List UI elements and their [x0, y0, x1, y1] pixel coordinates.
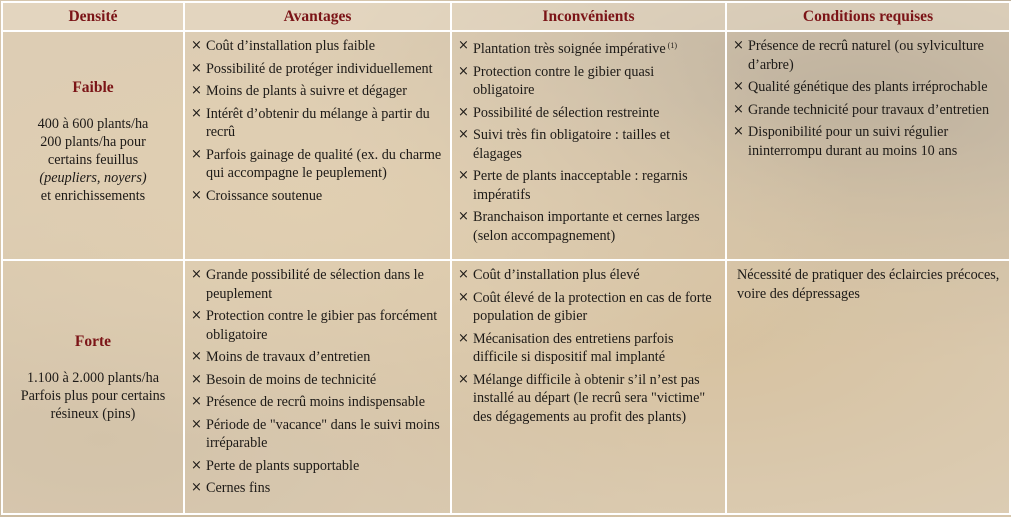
list-item-text: Coût d’installation plus élevé	[473, 267, 640, 283]
row-faible	[2, 31, 1010, 260]
list-item	[733, 37, 1003, 74]
list-item	[191, 393, 444, 412]
cross-bullet-icon: ×	[458, 127, 469, 142]
cross-bullet-icon: ×	[191, 38, 202, 53]
density-label: Forte	[74, 333, 112, 350]
cross-bullet-icon: ×	[191, 308, 202, 323]
list-item-text: Période de "vacance" dans le suivi moins irréparable	[206, 416, 440, 451]
density-line: certains feuillus	[47, 152, 139, 168]
cross-bullet-icon: ×	[191, 187, 202, 203]
list-item-text: Mécanisation des entretiens parfois difficile si dispositif mal implanté	[473, 330, 674, 365]
disadvantages-list	[452, 32, 725, 245]
advantages-list	[185, 32, 450, 205]
conditions-cell-faible	[726, 31, 1010, 260]
density-cell-faible	[2, 31, 184, 260]
list-item-text: Plantation très soignée impérative	[473, 41, 666, 57]
list-item	[458, 330, 719, 367]
cross-bullet-icon: ×	[191, 60, 202, 76]
list-item-text: Coût élevé de la protection en cas de forte population de gibier	[473, 289, 712, 324]
density-line: résineux (pins)	[50, 406, 136, 422]
list-item	[733, 78, 1003, 97]
list-item-text: Cernes fins	[206, 480, 271, 496]
list-item-text: Croissance soutenue	[206, 187, 323, 204]
list-item-text: Moins de travaux d’entretien	[206, 349, 371, 365]
cross-bullet-icon: ×	[458, 104, 469, 120]
cross-bullet-icon: ×	[191, 146, 202, 162]
list-item-text: Grande technicité pour travaux d’entretien	[748, 101, 990, 118]
list-item-text: Besoin de moins de technicité	[206, 371, 377, 388]
list-item	[458, 63, 719, 100]
list-item	[191, 82, 444, 101]
list-item-text: Présence de recrû moins indispensable	[206, 394, 426, 410]
density-description	[3, 369, 183, 423]
list-item-text: Protection contre le gibier pas forcément obligatoire	[206, 308, 438, 343]
cross-bullet-icon: ×	[458, 168, 469, 183]
header-conditions: Conditions requises	[726, 2, 1010, 31]
conditions-list	[727, 32, 1009, 160]
list-item	[733, 123, 1003, 160]
cross-bullet-icon: ×	[733, 124, 744, 139]
list-item	[458, 266, 719, 285]
density-line: 200 plants/ha pour	[40, 134, 146, 150]
list-item-text: Parfois gainage de qualité (ex. du charme qui accompagne le peuplement)	[206, 146, 442, 181]
conditions-cell-forte	[726, 260, 1010, 514]
list-item	[191, 416, 444, 453]
list-item	[458, 37, 719, 59]
header-disadvantages: Inconvénients	[451, 2, 726, 31]
list-item	[458, 104, 719, 123]
list-item	[191, 187, 444, 206]
list-item	[191, 105, 444, 142]
density-line: et enrichissements	[40, 188, 146, 204]
list-item	[458, 126, 719, 163]
conditions-text: Nécessité de pratiquer des éclaircies précoces, voire des dépressages	[737, 267, 1000, 302]
cross-bullet-icon: ×	[191, 416, 202, 432]
footnote-ref: (1)	[665, 41, 677, 50]
list-item	[191, 37, 444, 56]
disadvantages-cell-forte	[451, 260, 726, 514]
cross-bullet-icon: ×	[191, 394, 202, 409]
cross-bullet-icon: ×	[458, 330, 469, 346]
cross-bullet-icon: ×	[191, 83, 202, 98]
header-advantages: Avantages	[184, 2, 451, 31]
cross-bullet-icon: ×	[733, 101, 744, 117]
list-item	[458, 289, 719, 326]
density-description	[3, 115, 183, 205]
list-item-text: Possibilité de protéger individuellement	[206, 60, 433, 77]
cross-bullet-icon: ×	[733, 38, 744, 53]
density-label: Faible	[72, 79, 114, 96]
density-line: (peupliers, noyers)	[39, 170, 147, 186]
cross-bullet-icon: ×	[458, 63, 469, 79]
advantages-cell-forte	[184, 260, 451, 514]
list-item	[458, 208, 719, 245]
list-item	[191, 307, 444, 344]
list-item-text: Suivi très fin obligatoire : tailles et élagages	[473, 127, 671, 162]
list-item	[191, 348, 444, 367]
disadvantages-cell-faible	[451, 31, 726, 260]
disadvantages-list	[452, 261, 725, 426]
cross-bullet-icon: ×	[191, 105, 202, 121]
header-density: Densité	[2, 2, 184, 31]
cross-bullet-icon: ×	[458, 38, 469, 53]
list-item-text: Protection contre le gibier quasi obligatoire	[473, 63, 655, 98]
cross-bullet-icon: ×	[458, 371, 469, 387]
list-item	[191, 266, 444, 303]
cross-bullet-icon: ×	[458, 209, 469, 224]
list-item	[191, 146, 444, 183]
list-item	[191, 479, 444, 498]
density-line: 400 à 600 plants/ha	[37, 116, 149, 132]
list-item	[191, 457, 444, 476]
cross-bullet-icon: ×	[191, 267, 202, 282]
cross-bullet-icon: ×	[458, 267, 469, 282]
list-item-text: Qualité génétique des plants irréprochable	[748, 79, 988, 95]
advantages-list	[185, 261, 450, 498]
advantages-cell-faible	[184, 31, 451, 260]
list-item-text: Présence de recrû naturel (ou sylviculture d’arbre)	[748, 38, 984, 73]
list-item-text: Possibilité de sélection restreinte	[473, 104, 660, 121]
row-forte	[2, 260, 1010, 514]
list-item-text: Intérêt d’obtenir du mélange à partir du recrû	[206, 105, 430, 140]
list-item-text: Moins de plants à suivre et dégager	[206, 83, 407, 99]
list-item-text: Mélange difficile à obtenir s’il n’est pas installé au départ (le recrû sera "victime" des dégagements au profit des plants)	[473, 371, 706, 425]
density-line: 1.100 à 2.000 plants/ha	[26, 370, 159, 386]
cross-bullet-icon: ×	[191, 457, 202, 473]
density-cell-forte	[2, 260, 184, 514]
list-item	[191, 60, 444, 79]
list-item-text: Disponibilité pour un suivi régulier ininterrompu durant au moins 10 ans	[748, 124, 958, 159]
cross-bullet-icon: ×	[191, 349, 202, 364]
cross-bullet-icon: ×	[733, 79, 744, 94]
cross-bullet-icon: ×	[191, 371, 202, 387]
list-item	[458, 371, 719, 427]
cross-bullet-icon: ×	[458, 289, 469, 305]
list-item	[458, 167, 719, 204]
list-item-text: Perte de plants inacceptable : regarnis impératifs	[473, 168, 688, 203]
list-item	[733, 101, 1003, 120]
list-item-text: Grande possibilité de sélection dans le peuplement	[206, 267, 424, 302]
density-line: Parfois plus pour certains	[20, 388, 166, 404]
list-item-text: Branchaison importante et cernes larges (selon accompagnement)	[473, 209, 700, 244]
list-item-text: Coût d’installation plus faible	[206, 38, 376, 54]
comparison-table	[1, 1, 1011, 515]
list-item-text: Perte de plants supportable	[206, 457, 360, 474]
list-item	[191, 371, 444, 390]
cross-bullet-icon: ×	[191, 480, 202, 495]
